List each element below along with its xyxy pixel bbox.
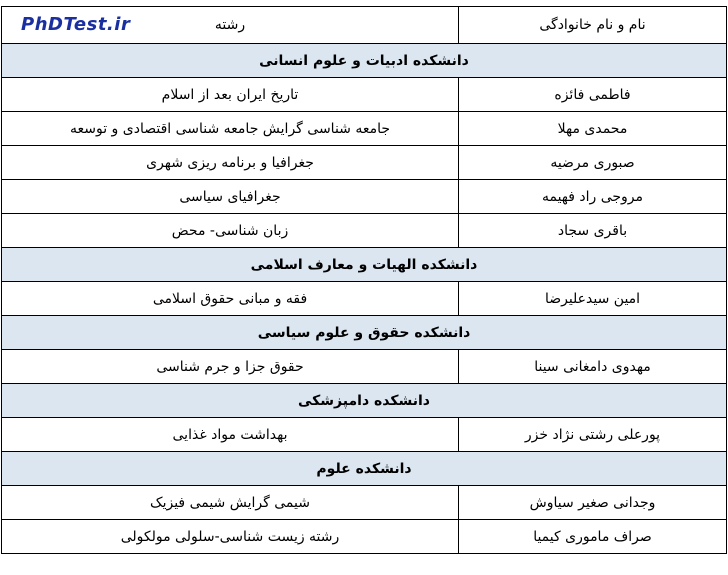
section-title: دانشکده ادبیات و علوم انسانی bbox=[2, 44, 727, 78]
table-row bbox=[2, 282, 727, 316]
student-name-cell: محمدی مهلا bbox=[459, 112, 727, 146]
table-row bbox=[2, 350, 727, 384]
field-of-study-cell: زبان شناسی- محض bbox=[2, 214, 459, 248]
results-table-wrapper bbox=[1, 6, 726, 554]
field-of-study-cell: رشته زیست شناسی-سلولی مولکولی bbox=[2, 520, 459, 554]
field-of-study-cell: شیمی گرایش شیمی فیزیک bbox=[2, 486, 459, 520]
section-title: دانشکده علوم bbox=[2, 452, 727, 486]
student-name-cell: باقری سجاد bbox=[459, 214, 727, 248]
student-name-cell: امین سیدعلیرضا bbox=[459, 282, 727, 316]
field-of-study-cell: جغرافیا و برنامه ریزی شهری bbox=[2, 146, 459, 180]
field-of-study-cell: جامعه شناسی گرایش جامعه شناسی اقتصادی و توسعه bbox=[2, 112, 459, 146]
section-header-row bbox=[2, 452, 727, 486]
field-of-study-cell: جغرافیای سیاسی bbox=[2, 180, 459, 214]
table-row bbox=[2, 112, 727, 146]
table-row bbox=[2, 146, 727, 180]
table-row bbox=[2, 418, 727, 452]
table-row bbox=[2, 520, 727, 554]
header-field-cell: رشته bbox=[2, 7, 459, 44]
section-title: دانشکده حقوق و علوم سیاسی bbox=[2, 316, 727, 350]
section-title: دانشکده الهیات و معارف اسلامی bbox=[2, 248, 727, 282]
results-table bbox=[1, 6, 727, 554]
table-row bbox=[2, 214, 727, 248]
section-header-row bbox=[2, 384, 727, 418]
table-row bbox=[2, 78, 727, 112]
section-header-row bbox=[2, 248, 727, 282]
header-name-cell: نام و نام خانوادگی bbox=[459, 7, 727, 44]
section-header-row bbox=[2, 44, 727, 78]
section-header-row bbox=[2, 316, 727, 350]
student-name-cell: فاطمی فائزه bbox=[459, 78, 727, 112]
student-name-cell: وجدانی صغیر سیاوش bbox=[459, 486, 727, 520]
field-of-study-cell: فقه و مبانی حقوق اسلامی bbox=[2, 282, 459, 316]
student-name-cell: صبوری مرضیه bbox=[459, 146, 727, 180]
field-of-study-cell: حقوق جزا و جرم شناسی bbox=[2, 350, 459, 384]
student-name-cell: مهدوی دامغانی سینا bbox=[459, 350, 727, 384]
student-name-cell: صراف ماموری کیمیا bbox=[459, 520, 727, 554]
table-row bbox=[2, 180, 727, 214]
field-of-study-cell: بهداشت مواد غذایی bbox=[2, 418, 459, 452]
student-name-cell: پورعلی رشتی نژاد خزر bbox=[459, 418, 727, 452]
field-of-study-cell: تاریخ ایران بعد از اسلام bbox=[2, 78, 459, 112]
section-title: دانشکده دامپزشکی bbox=[2, 384, 727, 418]
student-name-cell: مروجی راد فهیمه bbox=[459, 180, 727, 214]
table-row bbox=[2, 486, 727, 520]
watermark-logo: PhDTest.ir bbox=[21, 14, 131, 35]
